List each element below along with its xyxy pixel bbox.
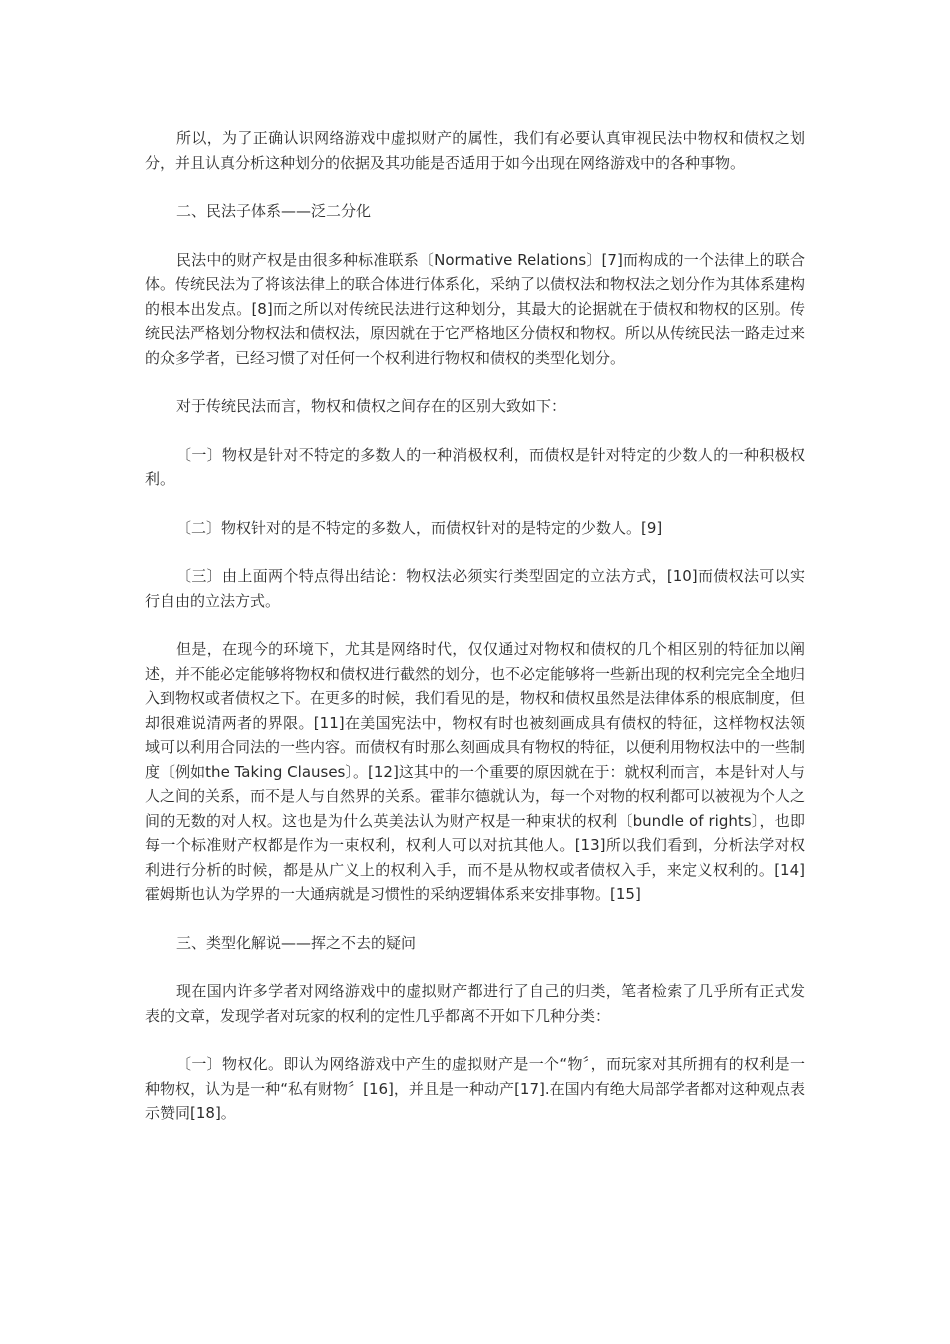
list-item-real-right: 〔一〕物权化。即认为网络游戏中产生的虚拟财产是一个“物〞，而玩家对其所拥有的权利是一种物权，认为是一种“私有财物〞[16]，并且是一种动产[17].在国内有绝大局部学者都对这种观点表示赞同[18]。	[145, 1055, 805, 1122]
paragraph-differences-intro: 对于传统民法而言，物权和债权之间存在的区别大致如下：	[176, 397, 567, 415]
section-heading-3: 三、类型化解说——挥之不去的疑问	[176, 933, 417, 952]
paragraph-network-era: 但是，在现今的环境下，尤其是网络时代，仅仅通过对物权和债权的几个相区别的特征加以阐述，并不能必定能够将物权和债权进行截然的划分，也不必定能够将一些新出现的权利完完全全地归入到物权或者债权之下。在更多的时候，我们看见的是，物权和债权虽然是法律体系的根底制度，但却很难说清两者的界限。[11]在美国宪法中，物权有时也被刻画成具有债权的特征，这样物权法领域可以利用合同法的一些内容。而债权有时那么刻画成具有物权的特征，以便利用物权法中的一些制度〔例如the Taking Clauses〕。[12]这其中的一个重要的原因就在于：就权利而言，本是针对人与人之间的关系，而不是人与自然界的关系。霍菲尔德就认为，每一个对物的权利都可以被视为个人之间的无数的对人权。这也是为什么英美法认为财产权是一种束状的权利〔bundle of rights〕，也即每一个标准财产权都是作为一束权利，权利人可以对抗其他人。[13]所以我们看到，分析法学对权利进行分析的时候，都是从广义上的权利入手，而不是从物权或者债权入手，来定义权利的。[14]霍姆斯也认为学界的一大通病就是习惯性的采纳逻辑体系来安排事物。[15]	[145, 640, 806, 903]
section-heading-2: 二、民法子体系——泛二分化	[176, 202, 372, 220]
list-item-2: 〔二〕物权针对的是不特定的多数人，而债权针对的是特定的少数人。[9]	[176, 518, 663, 537]
paragraph-classification: 现在国内许多学者对网络游戏中的虚拟财产都进行了自己的归类，笔者检索了几乎所有正式发表的文章，发现学者对玩家的权利的定性几乎都离不开如下几种分类：	[145, 982, 805, 1025]
paragraph-property-rights: 民法中的财产权是由很多种标准联系〔Normative Relations〕[7]而构成的一个法律上的联合体。传统民法为了将该法律上的联合体进行体系化，采纳了以债权法和物权法之划分作为其体系建构的根本出发点。[8]而之所以对传统民法进行这种划分，其最大的论据就在于债权和物权的区别。传统民法严格划分物权法和债权法，原因就在于它严格地区分债权和物权。所以从传统民法一路走过来的众多学者，已经习惯了对任何一个权利进行物权和债权的类型化划分。	[145, 250, 806, 367]
document-body	[145, 126, 805, 1150]
paragraph-intro: 所以，为了正确认识网络游戏中虚拟财产的属性，我们有必要认真审视民法中物权和债权之划分，并且认真分析这种划分的依据及其功能是否适用于如今出现在网络游戏中的各种事物。	[145, 129, 805, 172]
list-item-3: 〔三〕由上面两个特点得出结论：物权法必须实行类型固定的立法方式，[10]而债权法可以实行自由的立法方式。	[145, 567, 805, 610]
list-item-1: 〔一〕物权是针对不特定的多数人的一种消极权利，而债权是针对特定的少数人的一种积极权利。	[145, 445, 805, 488]
